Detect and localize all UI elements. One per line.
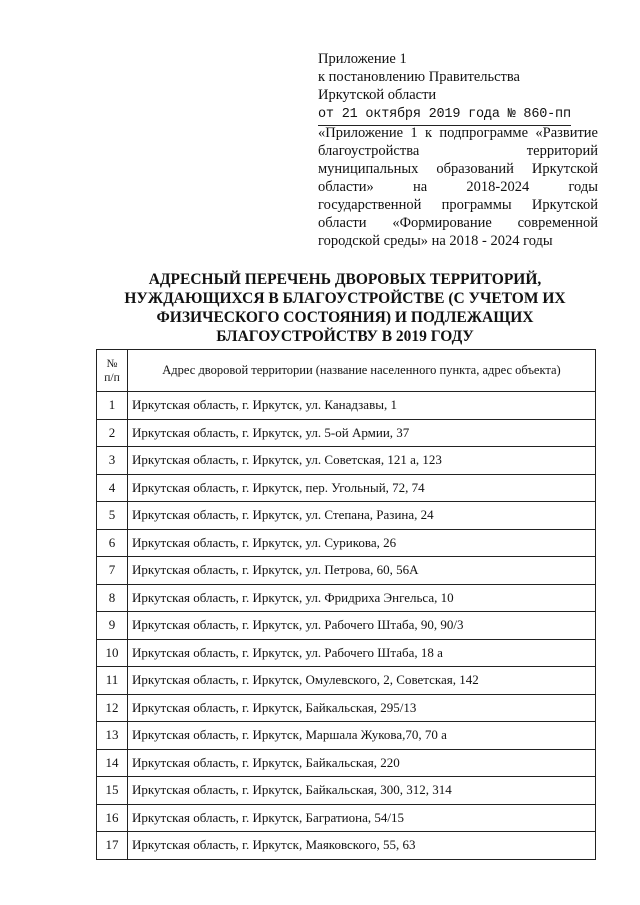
- table-row: [97, 557, 596, 585]
- row-number: 12: [97, 694, 128, 722]
- row-number: 8: [97, 584, 128, 612]
- row-number: 2: [97, 419, 128, 447]
- row-address: Иркутская область, г. Иркутск, ул. Рабочего Штаба, 90, 90/3: [128, 612, 596, 640]
- row-number: 16: [97, 804, 128, 832]
- row-address: Иркутская область, г. Иркутск, ул. Степана, Разина, 24: [128, 502, 596, 530]
- row-number: 7: [97, 557, 128, 585]
- table-header-row: [97, 350, 596, 392]
- table-row: [97, 777, 596, 805]
- table-row: [97, 584, 596, 612]
- row-number: 6: [97, 529, 128, 557]
- row-address: Иркутская область, г. Иркутск, ул. Канадзавы, 1: [128, 392, 596, 420]
- table-body: [97, 392, 596, 860]
- table-row: [97, 529, 596, 557]
- table-row: [97, 419, 596, 447]
- row-number: 5: [97, 502, 128, 530]
- row-address: Иркутская область, г. Иркутск, Маршала Жукова,70, 70 а: [128, 722, 596, 750]
- table-row: [97, 722, 596, 750]
- header-number: № п/п: [97, 350, 128, 392]
- row-number: 9: [97, 612, 128, 640]
- appendix-line: Иркутской области: [318, 87, 437, 103]
- row-address: Иркутская область, г. Иркутск, ул. Сурикова, 26: [128, 529, 596, 557]
- row-number: 1: [97, 392, 128, 420]
- row-address: Иркутская область, г. Иркутск, Маяковского, 55, 63: [128, 832, 596, 860]
- row-number: 4: [97, 474, 128, 502]
- row-number: 15: [97, 777, 128, 805]
- row-address: Иркутская область, г. Иркутск, Байкальская, 300, 312, 314: [128, 777, 596, 805]
- row-address: Иркутская область, г. Иркутск, Багратиона, 54/15: [128, 804, 596, 832]
- row-address: Иркутская область, г. Иркутск, Байкальская, 220: [128, 749, 596, 777]
- row-number: 10: [97, 639, 128, 667]
- table-row: [97, 612, 596, 640]
- table-row: [97, 474, 596, 502]
- address-table: [96, 349, 596, 860]
- row-address: Иркутская область, г. Иркутск, ул. Советская, 121 а, 123: [128, 447, 596, 475]
- table-row: [97, 832, 596, 860]
- row-address: Иркутская область, г. Иркутск, пер. Угольный, 72, 74: [128, 474, 596, 502]
- row-number: 11: [97, 667, 128, 695]
- row-number: 17: [97, 832, 128, 860]
- table-row: [97, 694, 596, 722]
- subprogram-appendix-text: «Приложение 1 к подпрограмме «Развитие благоустройства территорий муниципальных образований Иркутской области» на 2018-2024 годы государственной программы Иркутской области «Формирование современной городской среды» на 2018 - 2024 годы: [318, 125, 598, 249]
- appendix-line: к постановлению Правительства: [318, 69, 520, 85]
- resolution-date: от 21 октября 2019 года № 860-пп: [318, 106, 571, 126]
- table-row: [97, 502, 596, 530]
- table-row: [97, 749, 596, 777]
- appendix-block: [318, 50, 598, 126]
- table-row: [97, 667, 596, 695]
- row-number: 13: [97, 722, 128, 750]
- header-address: Адрес дворовой территории (название населенного пункта, адрес объекта): [128, 350, 596, 392]
- table-row: [97, 804, 596, 832]
- row-number: 3: [97, 447, 128, 475]
- table-row: [97, 392, 596, 420]
- row-address: Иркутская область, г. Иркутск, ул. 5-ой Армии, 37: [128, 419, 596, 447]
- document-title: АДРЕСНЫЙ ПЕРЕЧЕНЬ ДВОРОВЫХ ТЕРРИТОРИЙ, НУЖДАЮЩИХСЯ В БЛАГОУСТРОЙСТВЕ (С УЧЕТОМ ИХ ФИЗИЧЕСКОГО СОСТОЯНИЯ) И ПОДЛЕЖАЩИХ БЛАГОУСТРОЙСТВУ В 2019 ГОДУ: [124, 271, 566, 345]
- row-address: Иркутская область, г. Иркутск, Байкальская, 295/13: [128, 694, 596, 722]
- row-address: Иркутская область, г. Иркутск, ул. Петрова, 60, 56А: [128, 557, 596, 585]
- row-address: Иркутская область, г. Иркутск, Омулевского, 2, Советская, 142: [128, 667, 596, 695]
- row-number: 14: [97, 749, 128, 777]
- table-row: [97, 447, 596, 475]
- appendix-line: Приложение 1: [318, 51, 407, 67]
- row-address: Иркутская область, г. Иркутск, ул. Рабочего Штаба, 18 а: [128, 639, 596, 667]
- table-row: [97, 639, 596, 667]
- row-address: Иркутская область, г. Иркутск, ул. Фридриха Энгельса, 10: [128, 584, 596, 612]
